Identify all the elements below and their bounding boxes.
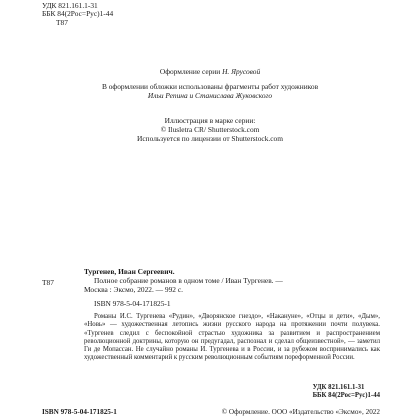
footer-copyright: © Оформление. ООО «Издательство «Эксмо», 2022	[221, 408, 380, 416]
cover-credit-text: В оформлении обложки использованы фрагменты работ художников	[101, 82, 319, 91]
series-designer-name: Н. Ярусовой	[222, 67, 261, 76]
bbk-code-bottom: ББК 84(2Рос=Рус)1-44	[312, 392, 380, 399]
udk-code: УДК 821.161.1-31	[42, 1, 98, 10]
bbk-code: ББК 84(2Рос=Рус)1-44	[42, 9, 114, 19]
illustration-label: Иллюстрация в марке серии:	[164, 116, 256, 125]
series-design-credit	[40, 67, 380, 76]
catalog-annotation: Романы И.С. Тургенева «Рудин», «Дворянское гнездо», «Накануне», «Отцы и дети», «Дым», «Новь» — художественная летопись жизни русского народа на протяжении почти полувека. «Тургенев следил с беспокойной страстью художника за развитием и распространением революционной доктрины, которую он предугадал, распознал и сделал общеизвестной», — заметил Ги де Мопассан. Не случайно романы И. Тургенева и в России, и за рубежом воспринимались как художественный комментарий к русским революционным событиям пореформенной России.	[84, 313, 380, 362]
illustration-source: © Ilusletra CR/ Shutterstock.com	[160, 125, 260, 134]
catalog-author: Тургенев, Иван Сергеевич.	[84, 267, 175, 276]
catalog-isbn: ISBN 978-5-04-171825-1	[94, 299, 171, 308]
author-mark: Т87	[56, 17, 68, 27]
catalog-description-1: Полное собрание романов в одном томе / Иван Тургенев. —	[94, 276, 283, 285]
udk-code-bottom: УДК 821.161.1-31	[312, 384, 365, 391]
cover-credit	[40, 82, 380, 100]
catalog-author-mark: Т87	[42, 278, 54, 287]
illustration-license: Используется по лицензии от Shutterstock.com	[137, 134, 283, 143]
catalog-entry	[84, 267, 380, 363]
series-design-label: Оформление серии	[159, 67, 221, 76]
footer-isbn: ISBN 978-5-04-171825-1	[42, 408, 117, 416]
catalog-description-2: Москва : Эксмо, 2022. — 992 с.	[84, 285, 183, 294]
cover-artists: Ильи Репина и Станислава Жуковского	[147, 91, 273, 100]
classification-codes-bottom	[313, 384, 380, 400]
illustration-credit	[40, 116, 380, 143]
classification-codes-top	[42, 2, 113, 27]
